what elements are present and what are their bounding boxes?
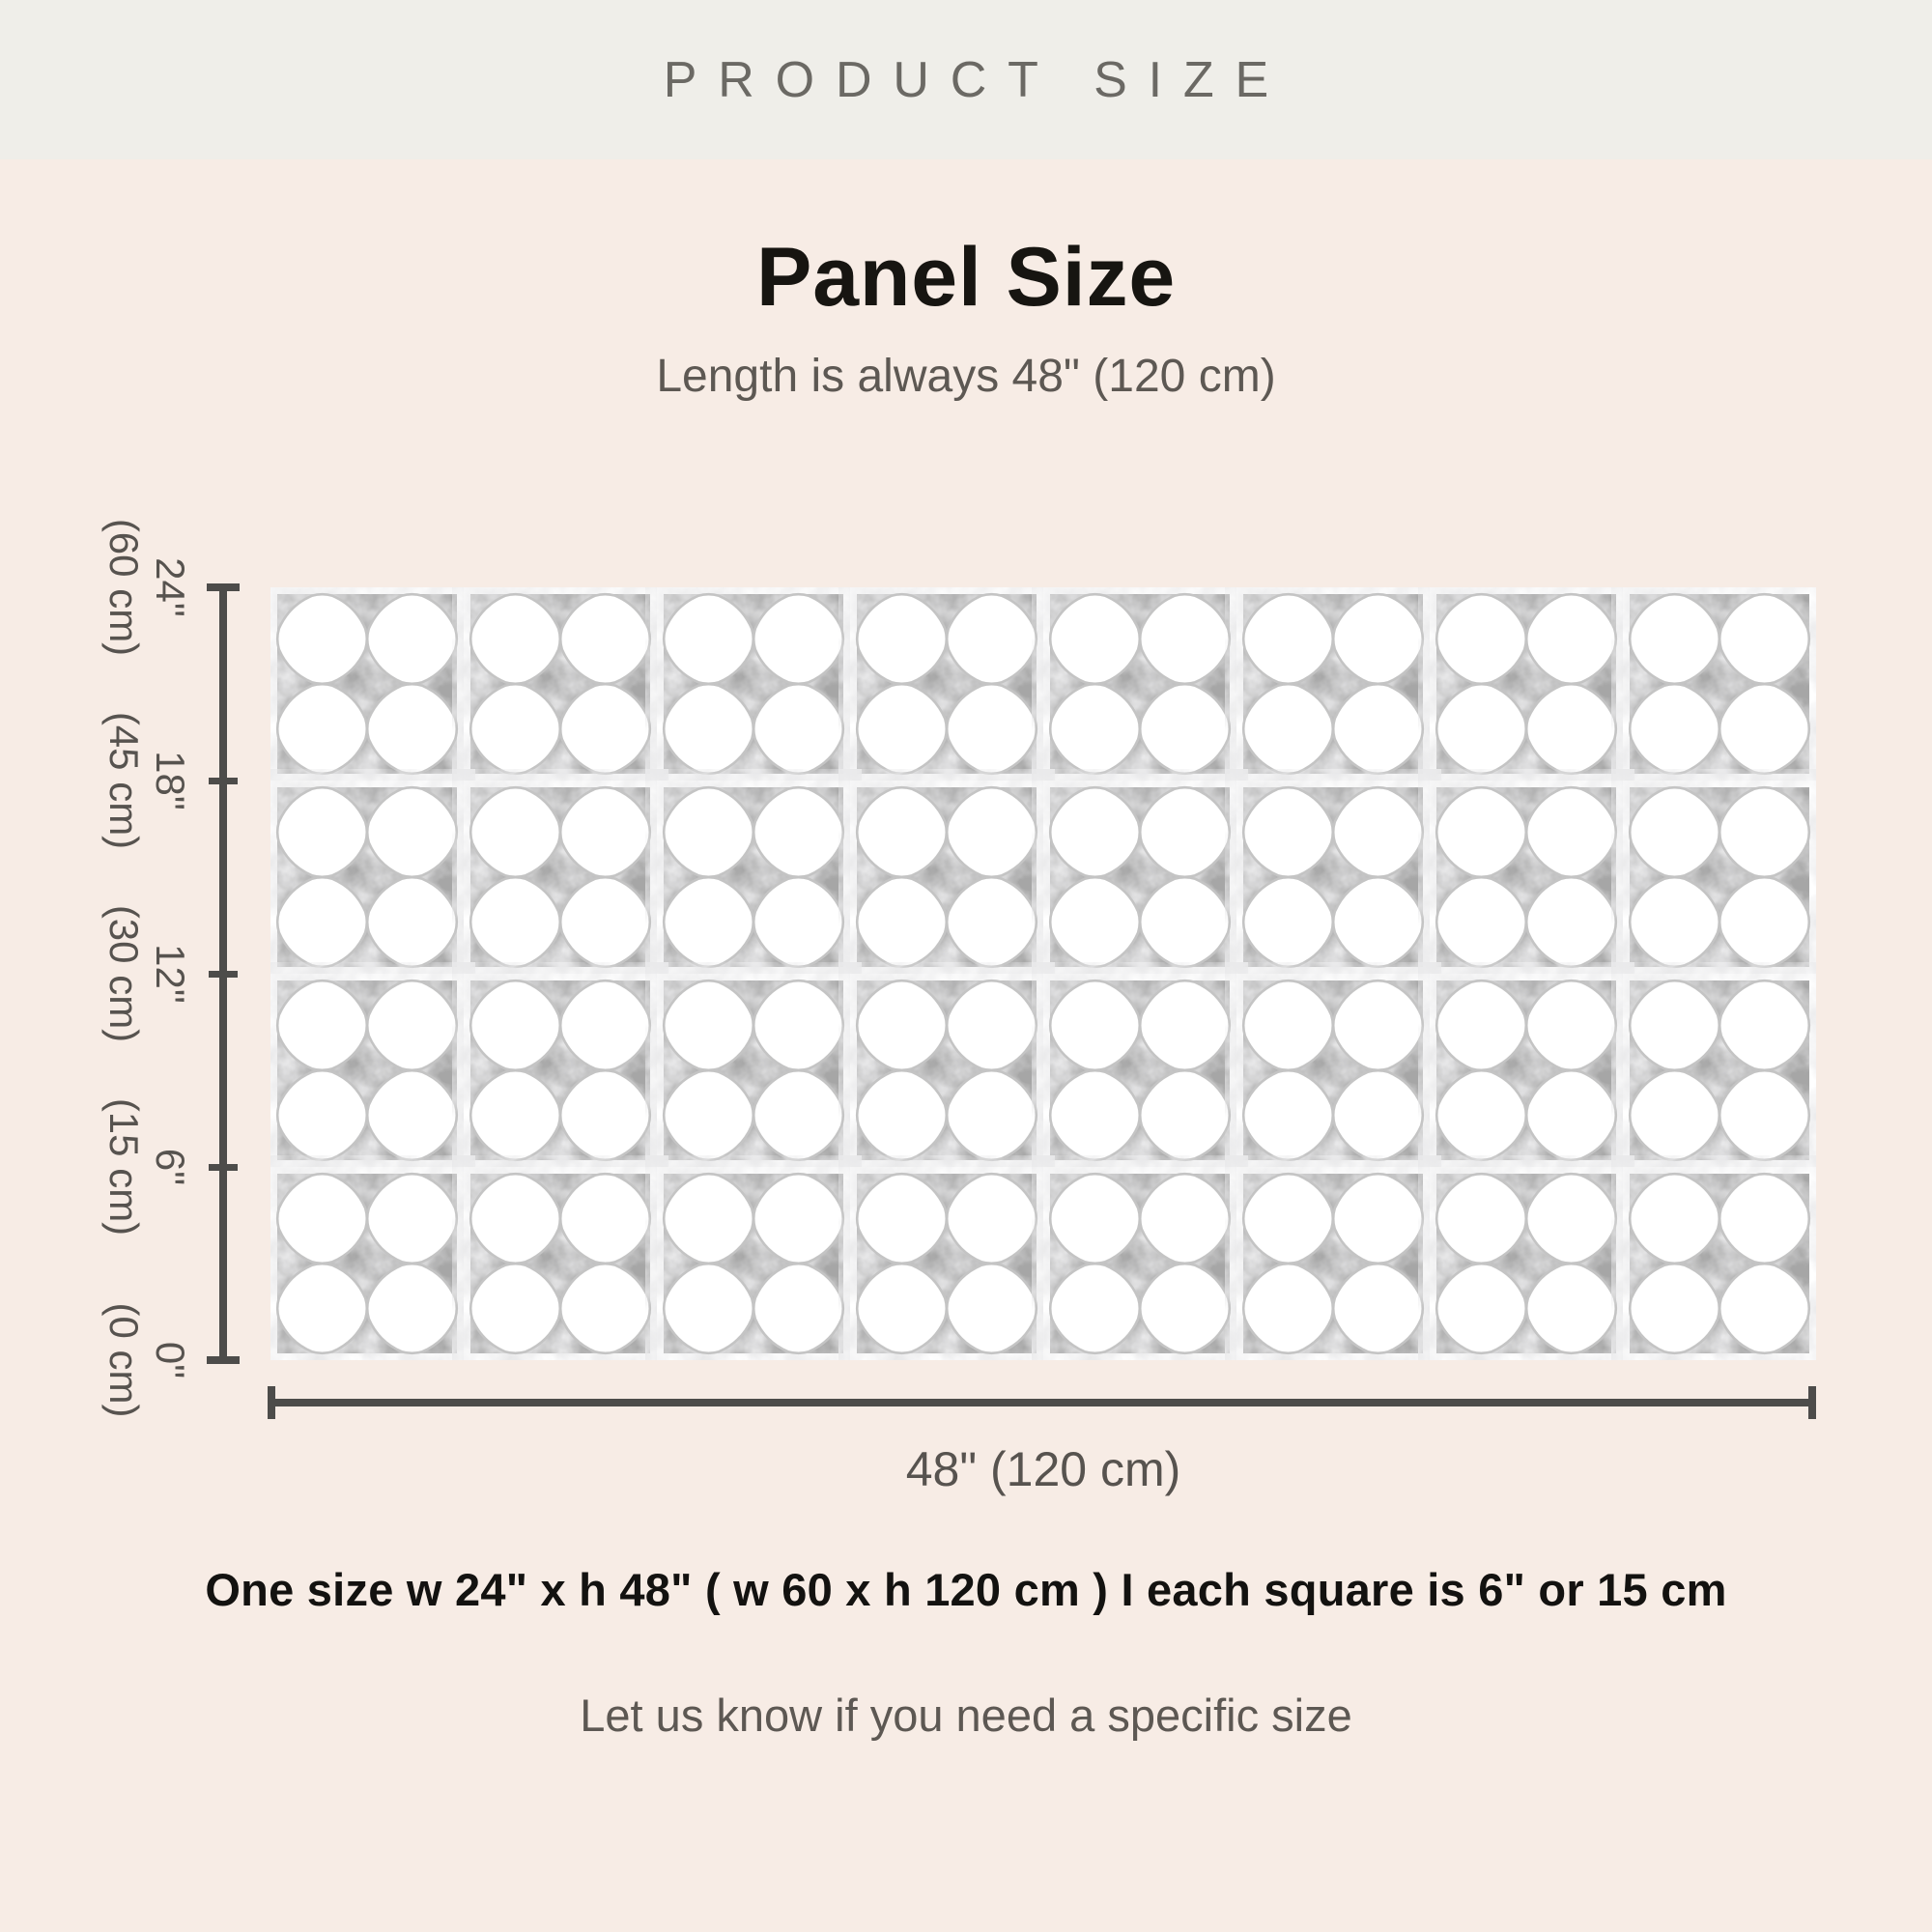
tile <box>464 1167 657 1360</box>
x-ruler-line <box>270 1399 1812 1406</box>
tile <box>657 1167 850 1360</box>
y-axis-label-cm: (0 cm) <box>101 1302 147 1418</box>
page-title: Panel Size <box>755 231 1177 324</box>
tile <box>1043 587 1236 781</box>
y-axis-label-inch: 0" <box>148 1341 193 1379</box>
y-axis-label-24 <box>100 519 193 656</box>
banner-title: PRODUCT SIZE <box>663 51 1291 108</box>
x-ruler-cap-right <box>1808 1386 1816 1419</box>
tile-panel-svg <box>270 587 1816 1360</box>
tile <box>1236 974 1430 1167</box>
x-axis-label: 48" (120 cm) <box>905 1442 1181 1496</box>
tile <box>1236 1167 1430 1360</box>
y-axis-label-inch: 12" <box>148 944 193 1004</box>
y-ruler-cap-bottom <box>207 1356 240 1364</box>
size-summary: One size w 24" x h 48" ( w 60 x h 120 cm ) I each square is 6" or 15 cm <box>205 1564 1727 1615</box>
y-axis-label-0 <box>100 1303 193 1418</box>
tile <box>464 587 657 781</box>
custom-size-note: Let us know if you need a specific size <box>580 1690 1352 1741</box>
x-ruler-cap-left <box>268 1386 275 1419</box>
tile <box>1043 974 1236 1167</box>
y-axis-label-6 <box>100 1098 193 1236</box>
banner <box>0 0 1932 159</box>
y-ruler-tick <box>209 778 238 784</box>
y-axis-label-inch: 24" <box>148 557 193 617</box>
y-axis-label-inch: 18" <box>148 751 193 810</box>
tile <box>1430 1167 1623 1360</box>
tile <box>850 781 1043 974</box>
tile <box>850 974 1043 1167</box>
tile <box>1623 974 1816 1167</box>
tile <box>464 974 657 1167</box>
tile <box>1623 587 1816 781</box>
tile-panel <box>270 587 1816 1360</box>
tile <box>1430 974 1623 1167</box>
y-axis-label-12 <box>100 905 193 1042</box>
page-subtitle: Length is always 48" (120 cm) <box>656 351 1276 402</box>
y-ruler-tick <box>209 971 238 978</box>
y-ruler-cap-top <box>207 583 240 591</box>
tile <box>850 587 1043 781</box>
y-axis-label-cm: (30 cm) <box>101 904 147 1043</box>
y-axis-label-cm: (60 cm) <box>101 518 147 657</box>
tile <box>270 587 464 781</box>
tile <box>270 974 464 1167</box>
y-axis-label-cm: (45 cm) <box>101 711 147 850</box>
tile <box>1236 781 1430 974</box>
tile <box>464 781 657 974</box>
tile <box>1236 587 1430 781</box>
tile <box>270 1167 464 1360</box>
y-ruler-tick <box>209 1164 238 1171</box>
y-axis-label-inch: 6" <box>148 1148 193 1186</box>
tile <box>657 587 850 781</box>
tile <box>657 781 850 974</box>
tile <box>1430 587 1623 781</box>
tile <box>270 781 464 974</box>
y-axis-label-cm: (15 cm) <box>101 1097 147 1236</box>
tile <box>1430 781 1623 974</box>
tile <box>1623 781 1816 974</box>
tile <box>850 1167 1043 1360</box>
tile <box>1043 781 1236 974</box>
tile <box>1623 1167 1816 1360</box>
tile <box>1043 1167 1236 1360</box>
tile <box>657 974 850 1167</box>
tiles-layer <box>270 587 1816 1360</box>
y-axis-label-18 <box>100 712 193 849</box>
